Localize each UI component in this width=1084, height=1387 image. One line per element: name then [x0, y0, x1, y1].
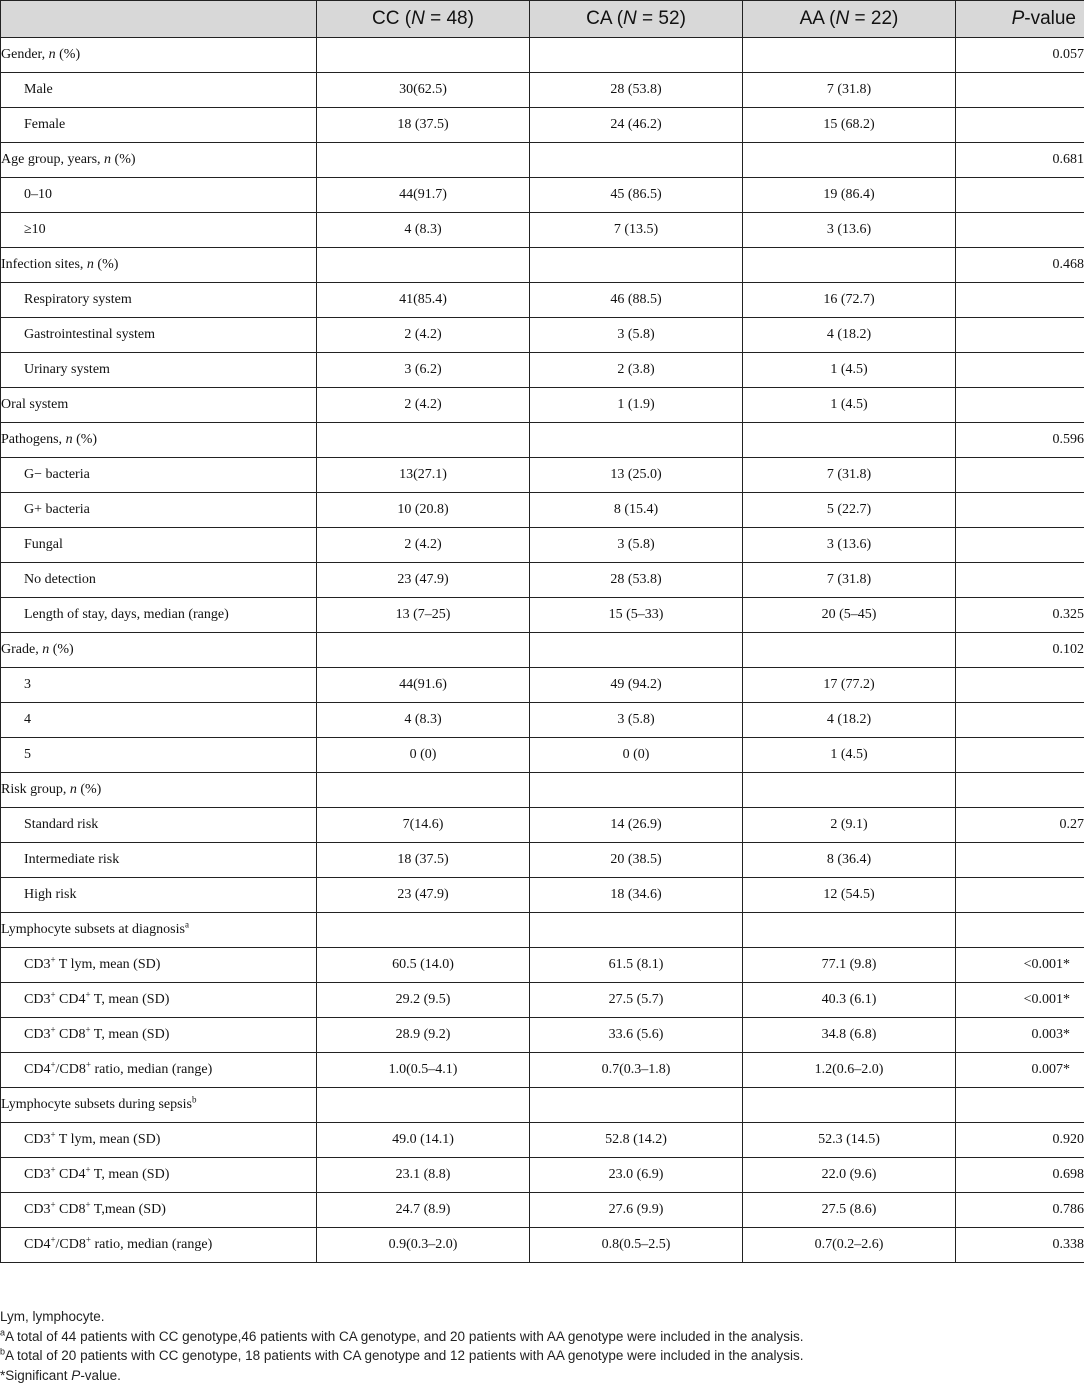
table-row-pathogens	[1, 423, 1084, 458]
row-label: Grade, n (%)	[1, 633, 317, 668]
row-label: Oral system	[1, 388, 317, 423]
row-label: Length of stay, days, median (range)	[1, 598, 317, 633]
aa-value: 3 (13.6)	[743, 528, 956, 563]
header-blank	[1, 1, 317, 38]
aa-value: 4 (18.2)	[743, 703, 956, 738]
p-value: 0.007*	[956, 1053, 1084, 1088]
table-row-grade	[1, 633, 1084, 668]
row-label: Lymphocyte subsets during sepsis$^b$	[1, 1088, 317, 1123]
cc-value: 24.7 (8.9)	[317, 1193, 530, 1228]
row-label: 5	[1, 738, 317, 773]
aa-value: 3 (13.6)	[743, 213, 956, 248]
header-aa: AA (N = 22)	[743, 1, 956, 38]
aa-value: 19 (86.4)	[743, 178, 956, 213]
table-row-age-0-10	[1, 178, 1084, 213]
table-row-length-of-stay	[1, 598, 1084, 633]
row-label: Gastrointestinal system	[1, 318, 317, 353]
aa-value: 20 (5–45)	[743, 598, 956, 633]
cc-value: 18 (37.5)	[317, 108, 530, 143]
table-row-no-detection	[1, 563, 1084, 598]
row-label: Male	[1, 73, 317, 108]
table-row-g-pos	[1, 493, 1084, 528]
aa-value: 17 (77.2)	[743, 668, 956, 703]
p-value: 0.102	[956, 633, 1084, 668]
ca-value: 33.6 (5.6)	[530, 1018, 743, 1053]
aa-value: 12 (54.5)	[743, 878, 956, 913]
cc-value: 41(85.4)	[317, 283, 530, 318]
p-value: 0.468	[956, 248, 1084, 283]
aa-value: 16 (72.7)	[743, 283, 956, 318]
row-label: CD3+ CD4+ T, mean (SD)	[1, 1158, 317, 1193]
ca-value: 49 (94.2)	[530, 668, 743, 703]
p-value: 0.27	[956, 808, 1084, 843]
row-label: Lymphocyte subsets at diagnosis$^a$	[1, 913, 317, 948]
header-ca: CA (N = 52)	[530, 1, 743, 38]
aa-value: 4 (18.2)	[743, 318, 956, 353]
table-row-gender	[1, 38, 1084, 73]
cc-value: 23 (47.9)	[317, 563, 530, 598]
ca-value: 61.5 (8.1)	[530, 948, 743, 983]
ca-value: 46 (88.5)	[530, 283, 743, 318]
aa-value: 0.7(0.2–2.6)	[743, 1228, 956, 1263]
cc-value: 44(91.7)	[317, 178, 530, 213]
table-row-respiratory	[1, 283, 1084, 318]
table-row-high-risk	[1, 878, 1084, 913]
ca-value: 1 (1.9)	[530, 388, 743, 423]
p-value: 0.057	[956, 38, 1084, 73]
ca-value: 3 (5.8)	[530, 318, 743, 353]
table-row-female	[1, 108, 1084, 143]
aa-value: 1.2(0.6–2.0)	[743, 1053, 956, 1088]
aa-value: 77.1 (9.8)	[743, 948, 956, 983]
row-label: High risk	[1, 878, 317, 913]
ca-value: 3 (5.8)	[530, 528, 743, 563]
footnote-a: $^a$A total of 44 patients with CC genotype,46 patients with CA genotype, and 20 patients with AA genotype were included in the analysis.	[0, 1327, 804, 1344]
cc-value: 23.1 (8.8)	[317, 1158, 530, 1193]
table-row-oral	[1, 388, 1084, 423]
table-row-diag-cd3-cd4-t	[1, 983, 1084, 1018]
table-row-infection-sites	[1, 248, 1084, 283]
table-row-standard-risk	[1, 808, 1084, 843]
header-pvalue: P-value	[956, 1, 1084, 38]
cc-value: 2 (4.2)	[317, 528, 530, 563]
row-label: Standard risk	[1, 808, 317, 843]
cc-value: 2 (4.2)	[317, 388, 530, 423]
ca-value: 52.8 (14.2)	[530, 1123, 743, 1158]
cc-value: 29.2 (9.5)	[317, 983, 530, 1018]
table-row-grade-5	[1, 738, 1084, 773]
cc-value: 13(27.1)	[317, 458, 530, 493]
table-row-sepsis-cd3-cd8-t	[1, 1193, 1084, 1228]
row-label: G+ bacteria	[1, 493, 317, 528]
cc-value: 4 (8.3)	[317, 213, 530, 248]
row-label: ≥10	[1, 213, 317, 248]
row-label: 4	[1, 703, 317, 738]
ca-value: 0.8(0.5–2.5)	[530, 1228, 743, 1263]
row-label: Intermediate risk	[1, 843, 317, 878]
footnote-lym: Lym, lymphocyte.	[0, 1309, 105, 1324]
table-row-grade-3	[1, 668, 1084, 703]
aa-value: 1 (4.5)	[743, 738, 956, 773]
ca-value: 2 (3.8)	[530, 353, 743, 388]
row-label: Age group, years, n (%)	[1, 143, 317, 178]
cc-value: 1.0(0.5–4.1)	[317, 1053, 530, 1088]
table-row-sepsis-cd4-cd8-ratio	[1, 1228, 1084, 1263]
aa-value: 7 (31.8)	[743, 458, 956, 493]
header-row	[1, 1, 1084, 38]
p-value: 0.681	[956, 143, 1084, 178]
table-row-diag-cd4-cd8-ratio	[1, 1053, 1084, 1088]
ca-value: 45 (86.5)	[530, 178, 743, 213]
cc-value: 2 (4.2)	[317, 318, 530, 353]
row-label: Female	[1, 108, 317, 143]
row-label: CD3+ CD8+ T, mean (SD)	[1, 1018, 317, 1053]
table-row-lymphocyte-diagnosis	[1, 913, 1084, 948]
ca-value: 14 (26.9)	[530, 808, 743, 843]
aa-value: 2 (9.1)	[743, 808, 956, 843]
cc-value: 60.5 (14.0)	[317, 948, 530, 983]
p-value: 0.338	[956, 1228, 1084, 1263]
aa-value: 7 (31.8)	[743, 563, 956, 598]
ca-value: 27.6 (9.9)	[530, 1193, 743, 1228]
ca-value: 15 (5–33)	[530, 598, 743, 633]
p-value: 0.003*	[956, 1018, 1084, 1053]
row-label: CD3+ T lym, mean (SD)	[1, 948, 317, 983]
table-row-urinary	[1, 353, 1084, 388]
table-row-g-neg	[1, 458, 1084, 493]
aa-value: 27.5 (8.6)	[743, 1193, 956, 1228]
p-value: 0.325	[956, 598, 1084, 633]
aa-value: 52.3 (14.5)	[743, 1123, 956, 1158]
cc-value: 18 (37.5)	[317, 843, 530, 878]
aa-value: 34.8 (6.8)	[743, 1018, 956, 1053]
aa-value: 7 (31.8)	[743, 73, 956, 108]
table-row-male	[1, 73, 1084, 108]
cc-value: 30(62.5)	[317, 73, 530, 108]
ca-value: 28 (53.8)	[530, 73, 743, 108]
aa-value: 8 (36.4)	[743, 843, 956, 878]
row-label: Respiratory system	[1, 283, 317, 318]
ca-value: 13 (25.0)	[530, 458, 743, 493]
row-label: No detection	[1, 563, 317, 598]
row-label: Fungal	[1, 528, 317, 563]
header-cc: CC (N = 48)	[317, 1, 530, 38]
table-row-intermediate-risk	[1, 843, 1084, 878]
cc-value: 28.9 (9.2)	[317, 1018, 530, 1053]
table-row-age-group	[1, 143, 1084, 178]
aa-value: 22.0 (9.6)	[743, 1158, 956, 1193]
row-label: G− bacteria	[1, 458, 317, 493]
ca-value: 8 (15.4)	[530, 493, 743, 528]
cc-value: 49.0 (14.1)	[317, 1123, 530, 1158]
cc-value: 0.9(0.3–2.0)	[317, 1228, 530, 1263]
p-value: <0.001*	[956, 948, 1084, 983]
aa-value: 40.3 (6.1)	[743, 983, 956, 1018]
aa-value: 1 (4.5)	[743, 388, 956, 423]
cc-value: 7(14.6)	[317, 808, 530, 843]
aa-value: 15 (68.2)	[743, 108, 956, 143]
row-label: CD4+/CD8+ ratio, median (range)	[1, 1053, 317, 1088]
aa-value: 1 (4.5)	[743, 353, 956, 388]
ca-value: 24 (46.2)	[530, 108, 743, 143]
row-label: Risk group, n (%)	[1, 773, 317, 808]
p-value: 0.698	[956, 1158, 1084, 1193]
p-value: <0.001*	[956, 983, 1084, 1018]
table-row-sepsis-cd3-t-lym	[1, 1123, 1084, 1158]
row-label: CD3+ CD8+ T,mean (SD)	[1, 1193, 317, 1228]
table-row-diag-cd3-cd8-t	[1, 1018, 1084, 1053]
row-label: CD4+/CD8+ ratio, median (range)	[1, 1228, 317, 1263]
cc-value: 0 (0)	[317, 738, 530, 773]
ca-value: 27.5 (5.7)	[530, 983, 743, 1018]
cc-value: 3 (6.2)	[317, 353, 530, 388]
table-row-lymphocyte-sepsis	[1, 1088, 1084, 1123]
footnote-b: $^b$A total of 20 patients with CC genotype, 18 patients with CA genotype and 12 patients with AA genotype were included in the analysis.	[0, 1346, 804, 1363]
ca-value: 20 (38.5)	[530, 843, 743, 878]
p-value: 0.596	[956, 423, 1084, 458]
table-row-age-10-plus	[1, 213, 1084, 248]
row-label: 3	[1, 668, 317, 703]
row-label: Urinary system	[1, 353, 317, 388]
table-row-sepsis-cd3-cd4-t	[1, 1158, 1084, 1193]
ca-value: 18 (34.6)	[530, 878, 743, 913]
ca-value: 23.0 (6.9)	[530, 1158, 743, 1193]
cc-value: 4 (8.3)	[317, 703, 530, 738]
table-row-risk-group	[1, 773, 1084, 808]
cc-value: 23 (47.9)	[317, 878, 530, 913]
aa-value: 5 (22.7)	[743, 493, 956, 528]
p-value: 0.920	[956, 1123, 1084, 1158]
footnote-significant: *Significant P-value.	[0, 1367, 121, 1383]
ca-value: 7 (13.5)	[530, 213, 743, 248]
row-label: CD3+ T lym, mean (SD)	[1, 1123, 317, 1158]
table-footnotes	[0, 1307, 804, 1385]
table-row-grade-4	[1, 703, 1084, 738]
row-label: CD3+ CD4+ T, mean (SD)	[1, 983, 317, 1018]
row-label: Pathogens, n (%)	[1, 423, 317, 458]
table-row-diag-cd3-t-lym	[1, 948, 1084, 983]
cc-value: 10 (20.8)	[317, 493, 530, 528]
row-label: Infection sites, n (%)	[1, 248, 317, 283]
row-label: 0–10	[1, 178, 317, 213]
table-row-fungal	[1, 528, 1084, 563]
ca-value: 0.7(0.3–1.8)	[530, 1053, 743, 1088]
table-row-gastrointestinal	[1, 318, 1084, 353]
row-label: Gender, n (%)	[1, 38, 317, 73]
cc-value: 44(91.6)	[317, 668, 530, 703]
ca-value: 3 (5.8)	[530, 703, 743, 738]
ca-value: 0 (0)	[530, 738, 743, 773]
cc-value: 13 (7–25)	[317, 598, 530, 633]
p-value: 0.786	[956, 1193, 1084, 1228]
ca-value: 28 (53.8)	[530, 563, 743, 598]
